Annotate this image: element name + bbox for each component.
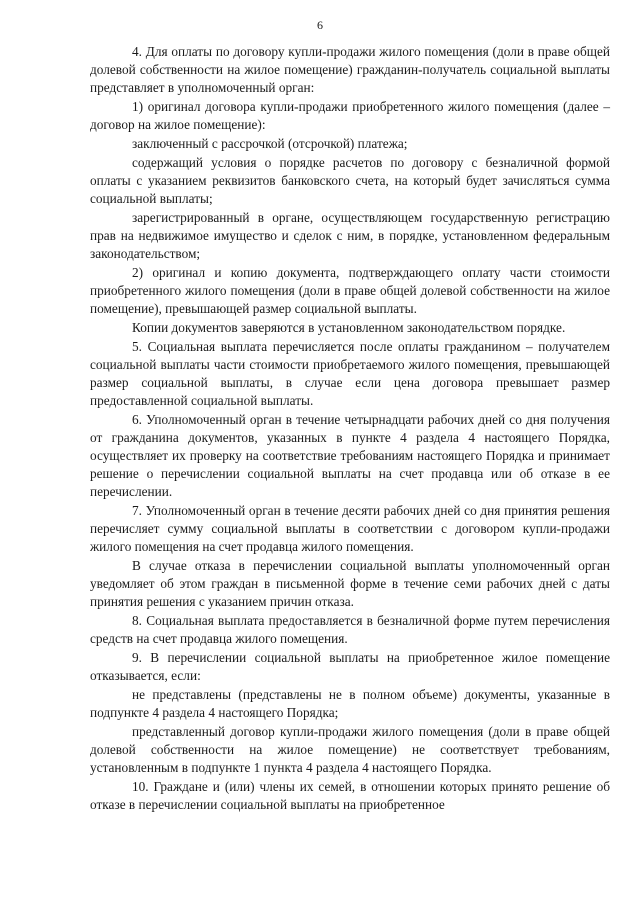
document-body [90,43,610,814]
paragraph-4-item-1-sub-b: содержащий условия о порядке расчетов по договору с безналичной формой оплаты с указанием реквизитов банковского счета, на который будет зачисляться сумма социальной выплаты; [90,155,610,206]
paragraph-copies: Копии документов заверяются в установленном законодательством порядке. [132,320,566,335]
paragraph-9-reason-a: не представлены (представлены не в полном объеме) документы, указанные в подпункте 4 раздела 4 настоящего Порядка; [90,687,610,720]
paragraph-4-item-2: 2) оригинал и копию документа, подтверждающего оплату части стоимости приобретенного жилого помещения (доли в праве общей долевой собственности на жилое помещение), превышающей размер социальной выплаты. [90,265,610,316]
paragraph-4-item-1: 1) оригинал договора купли-продажи приобретенного жилого помещения (далее – договор на жилое помещение): [90,99,610,132]
paragraph-7-refusal: В случае отказа в перечислении социальной выплаты уполномоченный орган уведомляет об этом граждан в письменной форме в течение семи рабочих дней с даты принятия решения с указанием причин отказа. [90,558,610,609]
paragraph-4-item-1-sub-a: заключенный с рассрочкой (отсрочкой) платежа; [132,136,408,151]
paragraph-4-item-1-sub-c: зарегистрированный в органе, осуществляющем государственную регистрацию прав на недвижимое имущество и сделок с ним, в порядке, установленном федеральным законодательством; [90,210,610,261]
page-number: 6 [317,18,323,32]
paragraph-8: 8. Социальная выплата предоставляется в безналичной форме путем перечисления средств на счет продавца жилого помещения. [90,613,610,646]
paragraph-5: 5. Социальная выплата перечисляется после оплаты гражданином – получателем социальной выплаты части стоимости приобретаемого жилого помещения, превышающей размер социальной выплаты, в случае если цена договора превышает размер предоставленной социальной выплаты. [90,339,610,408]
paragraph-6: 6. Уполномоченный орган в течение четырнадцати рабочих дней со дня получения от гражданина документов, указанных в пункте 4 раздела 4 настоящего Порядка, осуществляет их проверку на соответствие требованиям настоящего Порядка и принимает решение о перечислении социальной выплаты на счет продавца или об отказе в ее перечислении. [90,412,610,499]
paragraph-4-intro: 4. Для оплаты по договору купли-продажи жилого помещения (доли в праве общей долевой собственности на жилое помещение) гражданин-получатель социальной выплаты представляет в уполномоченный орган: [90,44,610,95]
paragraph-7: 7. Уполномоченный орган в течение десяти рабочих дней со дня принятия решения перечисляет сумму социальной выплаты в соответствии с договором купли-продажи жилого помещения на счет продавца жилого помещения. [90,503,610,554]
paragraph-9: 9. В перечислении социальной выплаты на приобретенное жилое помещение отказывается, если: [90,650,610,683]
paragraph-9-reason-b: представленный договор купли-продажи жилого помещения (доли в праве общей долевой собственности на жилое помещение) не соответствует требованиям, установленным в подпункте 1 пункта 4 раздела 4 настоящего Порядка. [90,724,610,775]
paragraph-10: 10. Граждане и (или) члены их семей, в отношении которых принято решение об отказе в перечислении социальной выплаты на приобретенное [90,779,610,812]
